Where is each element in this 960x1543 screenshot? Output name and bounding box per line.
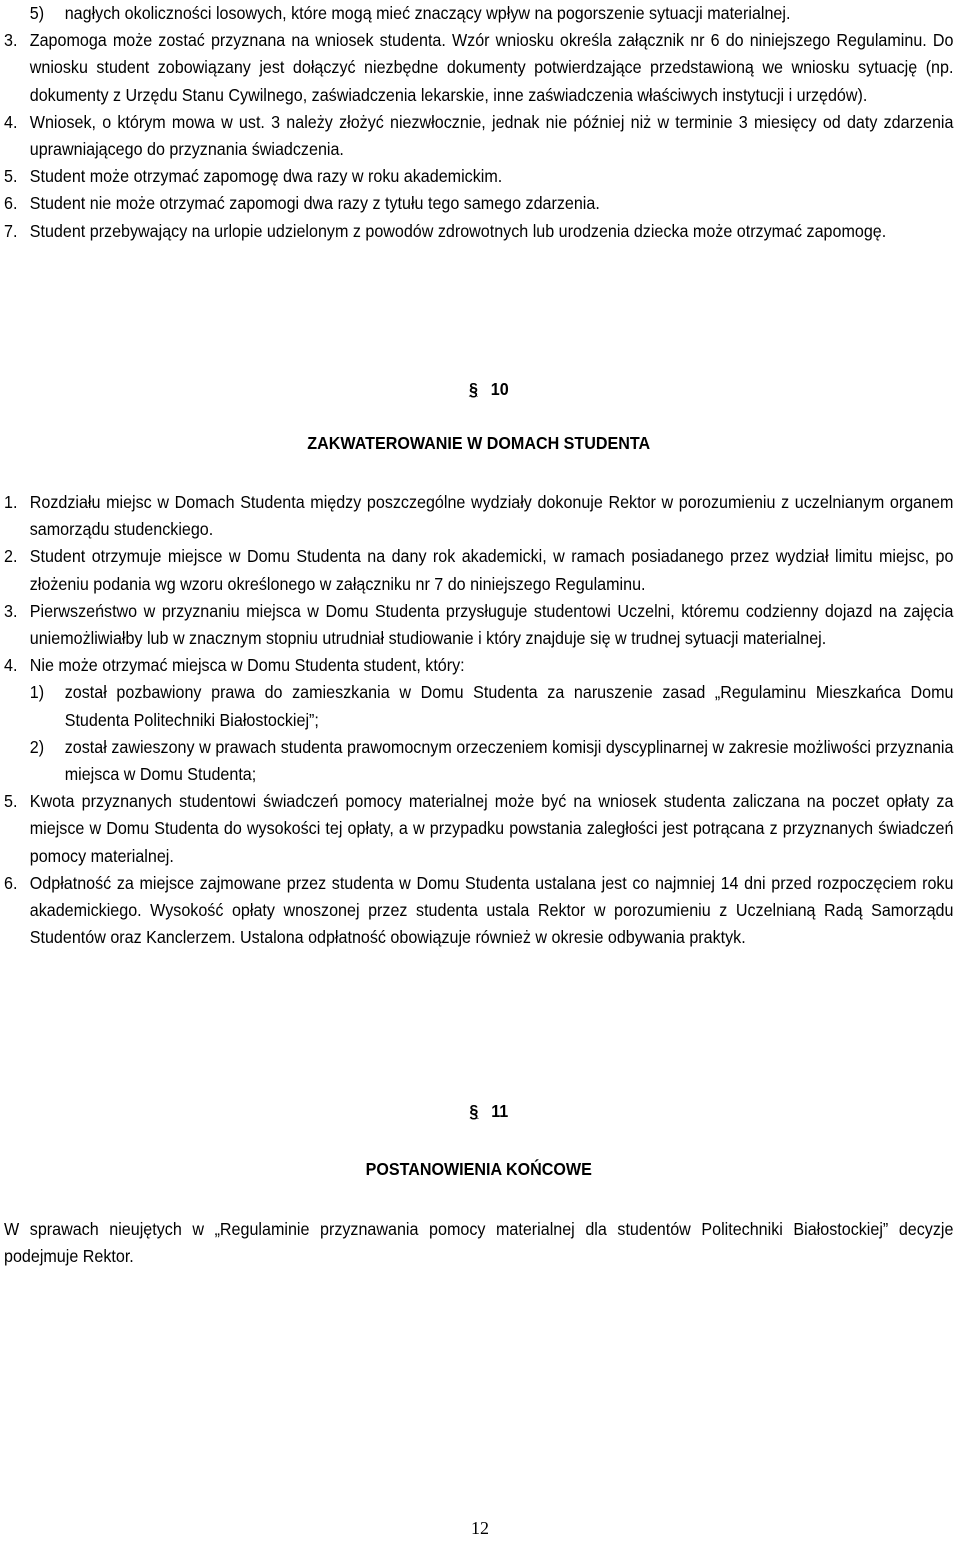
item-number: 1) (29, 682, 45, 703)
item-text: Nie może otrzymać miejsca w Domu Studenta student, który: (29, 655, 465, 676)
item-number: 4. (4, 111, 18, 132)
item-number: 2) (29, 736, 45, 757)
item-text: Wniosek, o którym mowa w ust. 3 należy złożyć niezwłocznie, jednak nie później niż w terminie 3 miesięcy od daty zdarzenia uprawniającego do przyznania świadczenia. (29, 111, 954, 160)
section-10-header (4, 376, 953, 403)
item-text: Zapomoga może zostać przyznana na wniosek studenta. Wzór wniosku określa załącznik nr 6 do niniejszego Regulaminu. Do wniosku student zobowiązany jest dołączyć niezbędne dokumenty potwierdzające przedstawioną we wniosku sytuację (np. dokumenty z Urzędu Stanu Cywilnego, zaświadczenia lekarskie, inne zaświadczenia właściwych instytucji i urzędów). (29, 30, 954, 105)
list-item (4, 489, 953, 543)
closing-paragraph: W sprawach nieujętych w „Regulaminie przyznawania pomocy materialnej dla studentów Politechniki Białostockiej” decyzje podejmuje Rektor. (4, 1219, 954, 1267)
list-item (4, 870, 953, 952)
item-number: 3. (4, 30, 18, 51)
section-number (4, 1098, 953, 1125)
section-symbol: § (469, 1101, 479, 1121)
section-number-value: 10 (490, 379, 509, 399)
item-number: 5) (29, 3, 45, 23)
item-number: 2. (4, 546, 18, 567)
section-10-title-wrap (4, 430, 953, 457)
item-text: Student otrzymuje miejsce w Domu Studenta na dany rok akademicki, w ramach posiadanego przez wydział limitu miejsc, po złożeniu podania wg wzoru określonego w załączniku nr 7 do niniejszego Regulaminu. (29, 546, 954, 594)
list-item (4, 652, 953, 679)
list-item (4, 598, 953, 652)
item-number: 5. (4, 791, 18, 812)
item-text: Kwota przyznanych studentowi świadczeń pomocy materialnej może być na wniosek studenta zaliczana na poczet opłaty za miejsce w Domu Studenta do wysokości tej opłaty, a w przypadku powstania zaległości jest potrącana z przyznanych świadczeń pomocy materialnej. (29, 791, 954, 866)
list-item (4, 190, 953, 217)
item-text: Student może otrzymać zapomogę dwa razy w roku akademickim. (29, 166, 503, 187)
item-number: 4. (4, 655, 18, 676)
list-item (4, 679, 953, 733)
list-item (4, 734, 953, 788)
item-number: 7. (4, 220, 18, 241)
item-number: 6. (4, 872, 18, 893)
list-item (4, 109, 953, 163)
section-11-body (4, 1216, 953, 1270)
section-title: ZAKWATEROWANIE W DOMACH STUDENTA (307, 433, 651, 453)
section-number (4, 376, 953, 403)
list-item (4, 218, 953, 245)
item-text: Pierwszeństwo w przyznaniu miejsca w Domu Studenta przysługuje studentowi Uczelni, któremu codzienny dojazd na zajęcia uniemożliwiałby lub w znacznym stopniu utrudniał studiowanie i który znajduje się w trudnej sytuacji materialnej. (29, 600, 954, 649)
item-number: 6. (4, 193, 18, 214)
list-item (4, 788, 953, 870)
item-number: 5. (4, 166, 18, 187)
item-text: Odpłatność za miejsce zajmowane przez studenta w Domu Studenta ustalana jest co najmniej 14 dni przed rozpoczęciem roku akademickiego. Wysokość opłaty wnoszonej przez studenta ustala Rektor w porozumieniu z Uczelnianą Radą Samorządu Studentów oraz Kanclerzem. Ustalona odpłatność obowiązuje również w okresie odbywania praktyk. (29, 872, 954, 948)
top-list (4, 0, 953, 245)
section-11-title-wrap (4, 1156, 953, 1183)
item-text: Rozdziału miejsc w Domach Studenta między poszczególne wydziały dokonuje Rektor w porozumieniu z uczelnianym organem samorządu studenckiego. (29, 492, 954, 540)
section-11-header (4, 1098, 953, 1125)
item-number: 3. (4, 600, 18, 621)
list-item (4, 27, 953, 109)
item-text: Student przebywający na urlopie udzielonym z powodów zdrowotnych lub urodzenia dziecka może otrzymać zapomogę. (29, 220, 887, 241)
section-10-list (4, 489, 953, 951)
list-item (4, 0, 953, 27)
list-item (4, 163, 953, 190)
item-text: został zawieszony w prawach studenta prawomocnym orzeczeniem komisji dyscyplinarnej w zakresie możliwości przyznania miejsca w Domu Studenta; (64, 736, 954, 785)
page-number: 12 (471, 1518, 489, 1538)
item-number: 1. (4, 492, 18, 512)
item-text: nagłych okoliczności losowych, które mogą mieć znaczący wpływ na pogorszenie sytuacji materialnej. (64, 3, 791, 23)
section-title: POSTANOWIENIA KOŃCOWE (365, 1159, 592, 1179)
section-number-value: 11 (491, 1101, 509, 1121)
item-text: Student nie może otrzymać zapomogi dwa razy z tytułu tego samego zdarzenia. (29, 193, 600, 214)
section-symbol: § (468, 379, 478, 399)
list-item (4, 543, 953, 597)
item-text: został pozbawiony prawa do zamieszkania w Domu Studenta za naruszenie zasad „Regulaminu Mieszkańca Domu Studenta Politechniki Białostockiej”; (64, 682, 954, 730)
